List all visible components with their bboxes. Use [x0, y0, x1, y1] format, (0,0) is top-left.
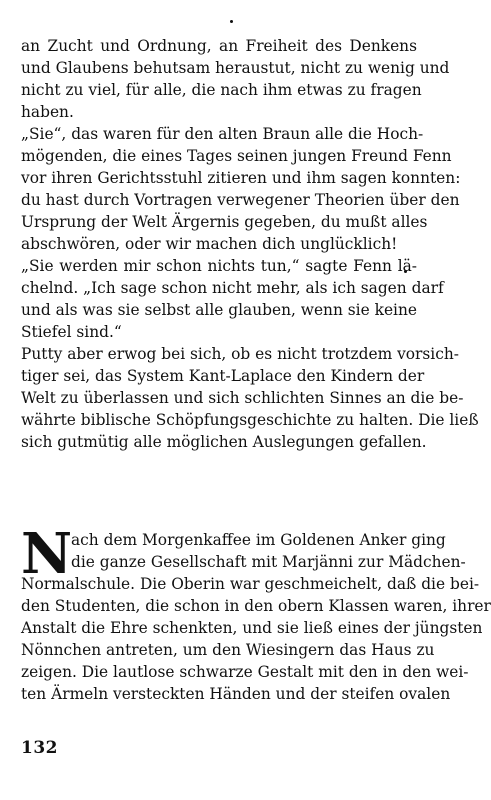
print-speck	[230, 20, 233, 23]
text-line: ach dem Morgenkaffee im Goldenen Anker ging	[71, 531, 446, 549]
text-line: und Glaubens behutsam heraustut, nicht zu wenig und	[21, 59, 450, 77]
text-line: zeigen. Die lautlose schwarze Gestalt mit den in den wei-	[21, 663, 469, 681]
text-line: mögenden, die eines Tages seinen jungen Freund Fenn	[21, 147, 452, 165]
text-line: abschwören, oder wir machen dich unglücklich!	[21, 235, 398, 253]
text-line: sich gutmütig alle möglichen Auslegungen gefallen.	[21, 433, 427, 451]
text-block-bottom	[21, 521, 491, 705]
text-line: chelnd. „Ich sage schon nicht mehr, als ich sagen darf	[21, 279, 444, 297]
text-line: Welt zu überlassen und sich schlichten Sinnes an die be-	[21, 389, 464, 407]
text-line: ten Ärmeln versteckten Händen und der steifen ovalen	[21, 685, 451, 703]
text-line: tiger sei, das System Kant-Laplace den Kindern der	[21, 367, 425, 385]
text-line: du hast durch Vortragen verwegener Theorien über den	[21, 191, 460, 209]
drop-cap: N	[21, 521, 73, 587]
text-line: Anstalt die Ehre schenkten, und sie ließ eines der jüngsten	[21, 619, 483, 637]
text-line: Nönnchen antreten, um den Wiesingern das Haus zu	[21, 641, 435, 659]
text-line: Normalschule. Die Oberin war geschmeichelt, daß die bei-	[21, 575, 480, 593]
text-line: haben.	[21, 103, 74, 121]
text-line: „Sie werden mir schon nichts tun,“ sagte Fenn lä-	[21, 257, 417, 275]
text-line: Putty aber erwog bei sich, ob es nicht trotzdem vorsich-	[21, 345, 459, 363]
text-line: Stiefel sind.“	[21, 323, 122, 341]
text-line: vor ihren Gerichtsstuhl zitieren und ihm sagen konnten:	[21, 169, 461, 187]
page-number: 132	[21, 738, 58, 758]
text-line: währte biblische Schöpfungsgeschichte zu halten. Die ließ	[21, 411, 479, 429]
text-line: und als was sie selbst alle glauben, wenn sie keine	[21, 301, 417, 319]
text-line: nicht zu viel, für alle, die nach ihm etwas zu fragen	[21, 81, 422, 99]
text-line: die ganze Gesellschaft mit Marjänni zur Mädchen-	[71, 553, 466, 571]
text-line: an Zucht und Ordnung, an Freiheit des Denkens	[21, 37, 417, 55]
text-line: „Sie“, das waren für den alten Braun alle die Hoch-	[21, 125, 424, 143]
text-line: den Studenten, die schon in den obern Klassen waren, ihrer	[21, 597, 491, 615]
text-block-top	[21, 35, 479, 453]
text-line: Ursprung der Welt Ärgernis gegeben, du mußt alles	[21, 213, 428, 231]
